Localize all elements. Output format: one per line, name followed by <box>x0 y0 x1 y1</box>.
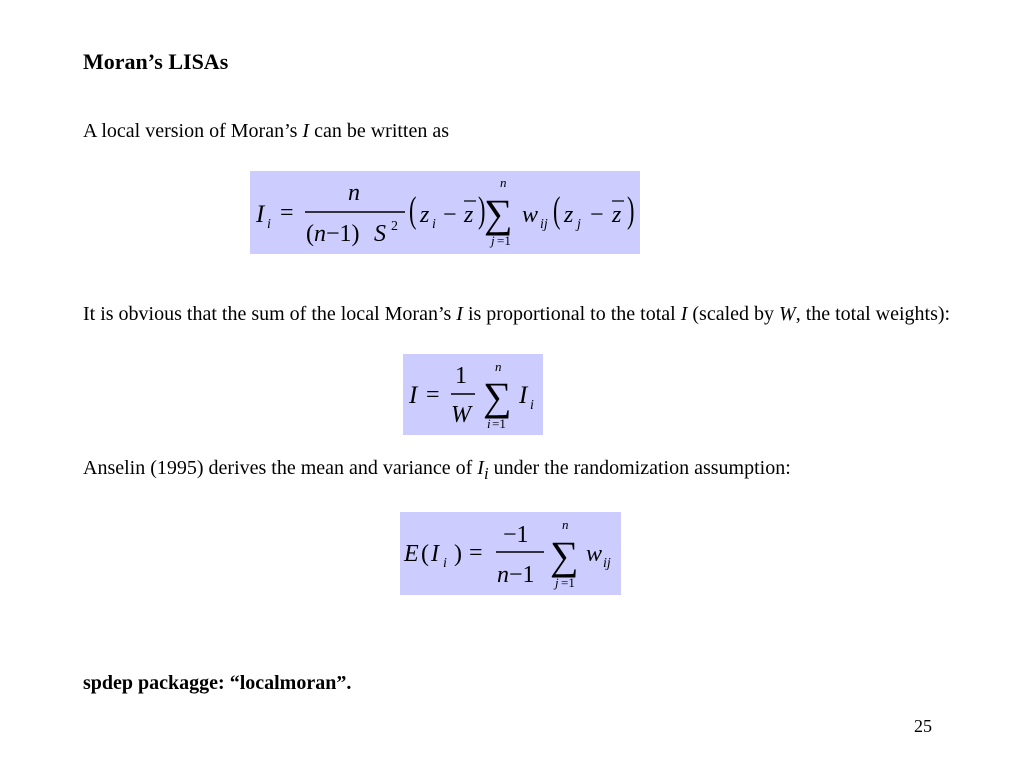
eq1-right-paren-1: ) <box>478 189 486 231</box>
sum-text-a: It is obvious that the sum of the local Moran’s <box>83 303 457 325</box>
eq1-left-paren-1: ( <box>409 189 417 231</box>
sum-var-w: W <box>779 303 796 325</box>
local-moran-equation <box>250 171 640 254</box>
intro-paragraph <box>83 116 449 146</box>
eq1-den-open: ( <box>306 221 314 247</box>
eq1-w: w <box>522 202 539 228</box>
sum-text-b: is proportional to the total <box>462 303 681 325</box>
eq1-den-mid: −1) <box>326 221 360 247</box>
total-moran-equation <box>403 354 543 435</box>
intro-var-i: I <box>302 120 310 142</box>
eq1-sum-lower-rest: =1 <box>497 233 511 248</box>
eq1-zbar-1: z <box>464 202 474 228</box>
eq3-i: I <box>431 541 439 567</box>
eq2-term: I <box>519 382 528 409</box>
expectation-equation-svg <box>400 512 621 595</box>
eq3-den-n: n <box>497 562 509 588</box>
eq2-term-sub: i <box>530 398 534 413</box>
anselin-text-a: Anselin (1995) derives the mean and variance of <box>83 457 478 479</box>
eq3-w-sub: ij <box>603 556 611 571</box>
eq3-i-sub: i <box>443 556 447 571</box>
total-moran-equation-svg <box>403 354 543 435</box>
eq2-lhs: I <box>409 382 418 409</box>
eq1-den-n: n <box>314 221 326 247</box>
eq2-sum-sigma: ∑ <box>483 374 512 419</box>
eq1-den-exp: 2 <box>391 219 398 234</box>
eq1-left-paren-2: ( <box>553 189 561 231</box>
eq1-z-i-sub: i <box>432 217 436 232</box>
eq2-sum-lower-rest: =1 <box>492 416 506 431</box>
eq1-z-j: z <box>564 202 574 228</box>
eq3-close-paren: ) <box>454 541 462 567</box>
expectation-equation <box>400 512 621 595</box>
eq1-sum-sigma: ∑ <box>484 191 513 236</box>
eq1-sum-upper: n <box>500 175 507 190</box>
sum-paragraph <box>83 299 983 329</box>
sum-text-d: , the total weights): <box>795 303 951 325</box>
eq3-numerator: −1 <box>503 522 529 548</box>
eq3-sum-lower-var: j <box>555 575 559 590</box>
eq1-z-j-sub: j <box>577 217 581 232</box>
intro-text-before: A local version of Moran’s <box>83 120 303 142</box>
sum-var-i-2: I <box>680 303 688 325</box>
anselin-paragraph <box>83 453 903 489</box>
eq1-lhs-var: I <box>256 201 265 228</box>
eq3-den-rest: −1 <box>509 562 535 588</box>
eq2-sum-upper: n <box>495 359 502 374</box>
eq1-equals: = <box>280 200 294 226</box>
package-note: spdep packagge: “localmoran”. <box>83 672 352 694</box>
eq1-numerator: n <box>348 180 360 206</box>
anselin-var-i-sub: i <box>483 464 489 483</box>
eq3-sum-lower-rest: =1 <box>561 575 575 590</box>
slide-title: Moran’s LISAs <box>83 49 229 74</box>
eq3-sum-upper: n <box>562 517 569 532</box>
eq1-z-i: z <box>420 202 430 228</box>
eq1-right-paren-2: ) <box>627 189 635 231</box>
eq1-lhs-sub: i <box>267 217 271 232</box>
eq3-open-paren: ( <box>421 541 429 567</box>
eq2-numerator: 1 <box>455 363 467 389</box>
eq3-w: w <box>586 541 603 567</box>
eq1-minus-2: − <box>590 202 604 228</box>
eq1-zbar-2: z <box>612 202 622 228</box>
eq3-equals: = <box>469 540 483 566</box>
anselin-var-i: I <box>477 457 484 479</box>
eq1-sum-lower-var: j <box>491 233 495 248</box>
eq1-den-s: S <box>374 221 386 247</box>
eq3-e: E <box>404 541 419 567</box>
eq2-equals: = <box>426 382 440 408</box>
eq1-w-sub: ij <box>540 217 548 232</box>
sum-var-i-1: I <box>456 303 463 325</box>
local-moran-equation-svg <box>250 171 640 254</box>
eq2-denominator: W <box>451 402 471 428</box>
anselin-text-b: under the randomization assumption: <box>488 457 791 479</box>
eq3-sum-sigma: ∑ <box>550 533 579 578</box>
intro-text-after: can be written as <box>309 120 450 142</box>
sum-text-c: (scaled by <box>687 303 780 325</box>
eq1-minus-1: − <box>443 202 457 228</box>
eq2-sum-lower-var: i <box>487 416 491 431</box>
page-number: 25 <box>914 716 932 736</box>
